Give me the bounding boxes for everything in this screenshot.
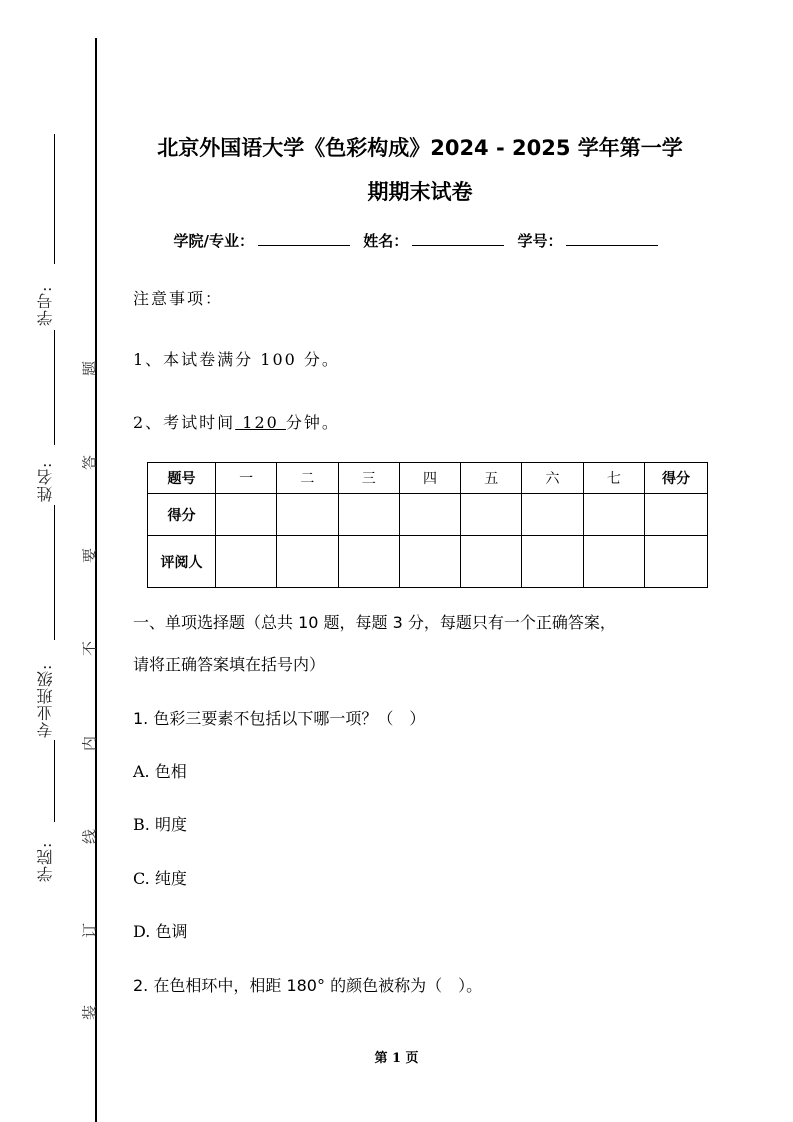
page-title-line1: 北京外国语大学《色彩构成》2024 - 2025 学年第一学 bbox=[157, 136, 683, 160]
grader-cell[interactable] bbox=[277, 536, 338, 588]
table-header-cell: 一 bbox=[216, 463, 277, 494]
student-info-row bbox=[120, 230, 720, 251]
margin-warning-char: 装 bbox=[80, 1005, 99, 1021]
score-cell[interactable] bbox=[277, 494, 338, 536]
option-label: A. bbox=[133, 762, 150, 781]
table-header-cell: 二 bbox=[277, 463, 338, 494]
notes-item-2 bbox=[133, 410, 340, 433]
grader-cell[interactable] bbox=[583, 536, 644, 588]
field-line-college bbox=[54, 740, 55, 822]
score-cell[interactable] bbox=[583, 494, 644, 536]
page-title-line2: 期期末试卷 bbox=[367, 180, 473, 204]
option-label: D. bbox=[133, 922, 151, 941]
option-a bbox=[133, 759, 187, 782]
college-label: 学院/专业： bbox=[173, 232, 254, 250]
section-heading-line1: 一、单项选择题（总共 10 题，每题 3 分，每题只有一个正确答案， bbox=[133, 613, 616, 632]
option-label: C. bbox=[133, 869, 150, 888]
table-header-cell: 六 bbox=[522, 463, 583, 494]
section-heading-line2: 请将正确答案填在括号内） bbox=[133, 655, 326, 674]
field-line-major bbox=[54, 505, 55, 640]
field-label-major-class: 专业班级: bbox=[36, 663, 55, 738]
option-b bbox=[133, 812, 187, 835]
table-header-cell: 三 bbox=[338, 463, 399, 494]
score-cell[interactable] bbox=[216, 494, 277, 536]
id-label: 学号： bbox=[517, 232, 563, 250]
margin-warning-char: 不 bbox=[80, 641, 99, 657]
score-cell[interactable] bbox=[399, 494, 460, 536]
margin-warning-char: 线 bbox=[80, 829, 99, 845]
option-d bbox=[133, 919, 187, 942]
name-blank[interactable] bbox=[412, 231, 504, 246]
binding-line bbox=[95, 38, 97, 1122]
notes-heading: 注意事项： bbox=[133, 289, 224, 308]
field-label-college: 学院: bbox=[36, 841, 55, 882]
table-header-cell: 四 bbox=[399, 463, 460, 494]
table-header-cell: 题号 bbox=[148, 463, 216, 494]
grader-cell[interactable] bbox=[338, 536, 399, 588]
grader-cell[interactable] bbox=[461, 536, 522, 588]
table-header-row bbox=[148, 463, 708, 494]
option-text: 色相 bbox=[154, 762, 187, 781]
row-label: 得分 bbox=[148, 494, 216, 536]
row-label: 评阅人 bbox=[148, 536, 216, 588]
field-line-name-top bbox=[54, 330, 55, 445]
table-row bbox=[148, 494, 708, 536]
score-cell[interactable] bbox=[338, 494, 399, 536]
option-c bbox=[133, 866, 187, 889]
option-text: 明度 bbox=[154, 815, 187, 834]
score-cell[interactable] bbox=[522, 494, 583, 536]
table-header-cell: 七 bbox=[583, 463, 644, 494]
margin-warning-char: 内 bbox=[80, 736, 99, 752]
option-label: B. bbox=[133, 815, 150, 834]
score-table bbox=[147, 462, 708, 588]
question-2: 2. 在色相环中，相距 180° 的颜色被称为（ ）。 bbox=[133, 976, 483, 995]
table-row bbox=[148, 536, 708, 588]
score-cell[interactable] bbox=[461, 494, 522, 536]
margin-warning-char: 答 bbox=[80, 455, 99, 471]
field-label-student-id: 学号: bbox=[36, 285, 55, 326]
table-header-cell: 得分 bbox=[645, 463, 708, 494]
margin-warning-char: 要 bbox=[80, 548, 99, 564]
table-header-cell: 五 bbox=[461, 463, 522, 494]
notes-item-2-prefix: 2、考试时间 bbox=[133, 413, 236, 432]
id-blank[interactable] bbox=[566, 231, 658, 246]
margin-warning-char: 订 bbox=[80, 923, 99, 939]
score-cell[interactable] bbox=[645, 494, 708, 536]
field-line-id bbox=[54, 134, 55, 264]
grader-cell[interactable] bbox=[216, 536, 277, 588]
name-label: 姓名： bbox=[363, 232, 409, 250]
page-number: 第 1 页 bbox=[374, 1051, 419, 1066]
grader-cell[interactable] bbox=[399, 536, 460, 588]
option-text: 纯度 bbox=[154, 869, 187, 888]
college-blank[interactable] bbox=[258, 231, 350, 246]
question-1: 1. 色彩三要素不包括以下哪一项？（ ） bbox=[133, 709, 426, 728]
margin-warning-char: 题 bbox=[80, 361, 99, 377]
notes-item-2-suffix: 分钟。 bbox=[285, 413, 340, 432]
notes-item-1: 1、本试卷满分 100 分。 bbox=[133, 350, 340, 369]
exam-duration: 120 bbox=[235, 413, 286, 432]
grader-cell[interactable] bbox=[522, 536, 583, 588]
field-label-name: 姓名: bbox=[36, 461, 55, 502]
grader-cell[interactable] bbox=[645, 536, 708, 588]
option-text: 色调 bbox=[155, 922, 188, 941]
